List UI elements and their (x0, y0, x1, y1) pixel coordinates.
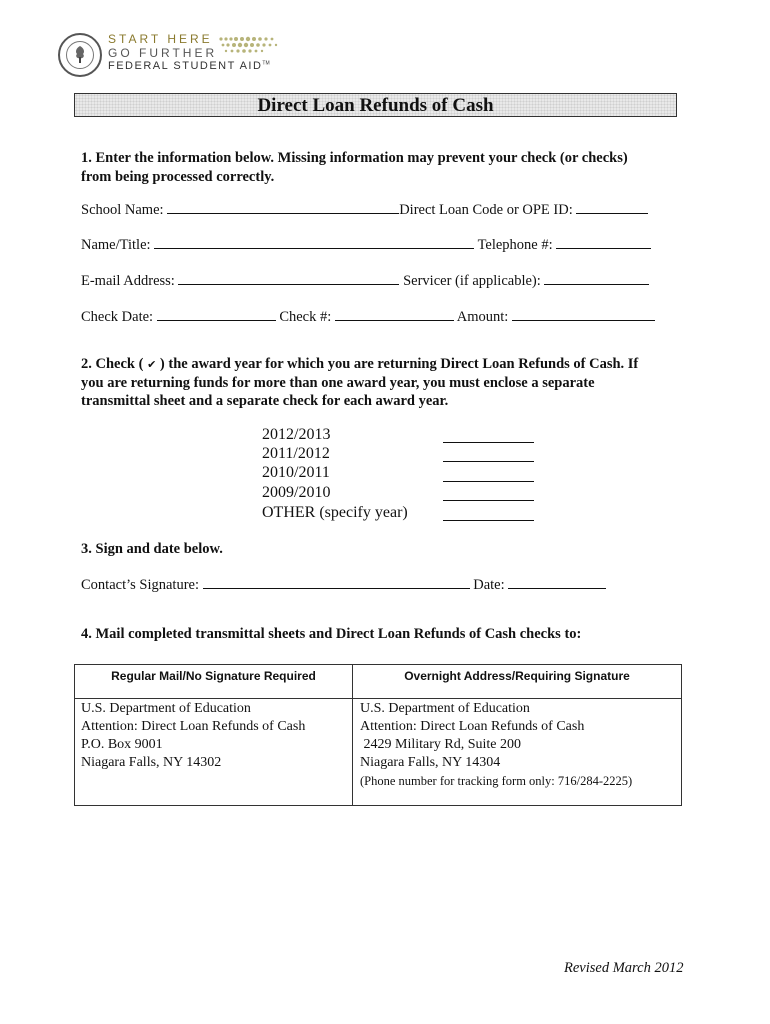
check-info-row (81, 308, 655, 326)
amount-label: Amount: (456, 309, 509, 325)
check-number-field[interactable] (335, 308, 454, 321)
check-mark-icon: ✔ (147, 358, 157, 371)
school-name-field[interactable] (167, 201, 399, 214)
address-line: Niagara Falls, NY 14302 (81, 755, 222, 770)
award-year-checkbox-line[interactable] (443, 520, 534, 521)
email-field[interactable] (178, 272, 399, 285)
email-label: E-mail Address: (81, 273, 175, 289)
name-title-label: Name/Title: (81, 237, 151, 253)
address-line: P.O. Box 9001 (81, 737, 163, 752)
section1-heading-line2: from being processed correctly. (81, 169, 275, 185)
name-title-row (81, 236, 651, 254)
award-year-checkbox-line[interactable] (443, 500, 534, 501)
school-name-row (81, 201, 648, 219)
address-line: U.S. Department of Education (81, 701, 251, 716)
mailing-address-table (74, 664, 682, 806)
dl-code-label: Direct Loan Code or OPE ID: (399, 202, 573, 218)
section2-heading-line3: transmittal sheet and a separate check for each award year. (81, 393, 449, 409)
award-year-checkbox-line[interactable] (443, 481, 534, 482)
award-year-checkbox-line[interactable] (443, 461, 534, 462)
logo-dots-icon (218, 35, 280, 57)
date-field[interactable] (508, 576, 606, 589)
signature-label: Contact’s Signature: (81, 577, 199, 593)
award-year-label: OTHER (specify year) (262, 504, 408, 521)
overnight-address (360, 700, 632, 790)
check-number-label: Check #: (279, 309, 332, 325)
form-title-banner (74, 93, 677, 117)
check-date-field[interactable] (157, 308, 276, 321)
signature-field[interactable] (203, 576, 470, 589)
signature-row (81, 576, 606, 594)
trademark-mark: TM (262, 60, 270, 67)
revision-date: Revised March 2012 (564, 960, 684, 976)
award-year-checkbox-line[interactable] (443, 442, 534, 443)
date-label: Date: (473, 577, 505, 593)
section2-heading-line1 (81, 356, 638, 373)
dl-code-field[interactable] (576, 201, 648, 214)
section2-heading-post: ) the award year for which you are returning Direct Loan Refunds of Cash. If (159, 356, 639, 372)
logo-tagline-2: GO FURTHER (108, 46, 218, 60)
address-line: Niagara Falls, NY 14304 (360, 755, 501, 770)
regular-mail-header: Regular Mail/No Signature Required (111, 669, 316, 683)
telephone-label: Telephone #: (477, 237, 553, 253)
tree-icon (73, 44, 87, 64)
regular-mail-address (81, 700, 305, 772)
section4-heading: 4. Mail completed transmittal sheets and Direct Loan Refunds of Cash checks to: (81, 626, 582, 642)
check-date-label: Check Date: (81, 309, 154, 325)
section2-heading-line2: you are returning funds for more than one award year, you must enclose a separate (81, 375, 595, 391)
award-year-label: 2011/2012 (262, 445, 330, 462)
form-title: Direct Loan Refunds of Cash (257, 95, 494, 116)
telephone-field[interactable] (556, 236, 651, 249)
award-year-label: 2012/2013 (262, 426, 331, 443)
department-seal-icon (58, 33, 102, 77)
overnight-header: Overnight Address/Requiring Signature (404, 669, 630, 683)
tracking-phone-note: (Phone number for tracking form only: 716/284-2225) (360, 774, 633, 788)
email-row (81, 272, 649, 290)
award-year-label: 2009/2010 (262, 484, 331, 501)
section1-heading-line1: 1. Enter the information below. Missing information may prevent your check (or checks) (81, 150, 628, 166)
address-line: Attention: Direct Loan Refunds of Cash (81, 719, 306, 734)
award-year-label: 2010/2011 (262, 464, 330, 481)
name-title-field[interactable] (154, 236, 474, 249)
logo-tagline-1: START HERE (108, 32, 213, 46)
section2-heading-pre: 2. Check ( (81, 356, 144, 372)
amount-field[interactable] (512, 308, 655, 321)
servicer-label: Servicer (if applicable): (403, 273, 541, 289)
school-name-label: School Name: (81, 202, 164, 218)
address-line: Attention: Direct Loan Refunds of Cash (360, 719, 585, 734)
section3-heading: 3. Sign and date below. (81, 541, 223, 557)
address-line: 2429 Military Rd, Suite 200 (360, 737, 521, 752)
servicer-field[interactable] (544, 272, 649, 285)
logo-agency-name: FEDERAL STUDENT AID™ (108, 60, 270, 72)
address-line: U.S. Department of Education (360, 701, 530, 716)
